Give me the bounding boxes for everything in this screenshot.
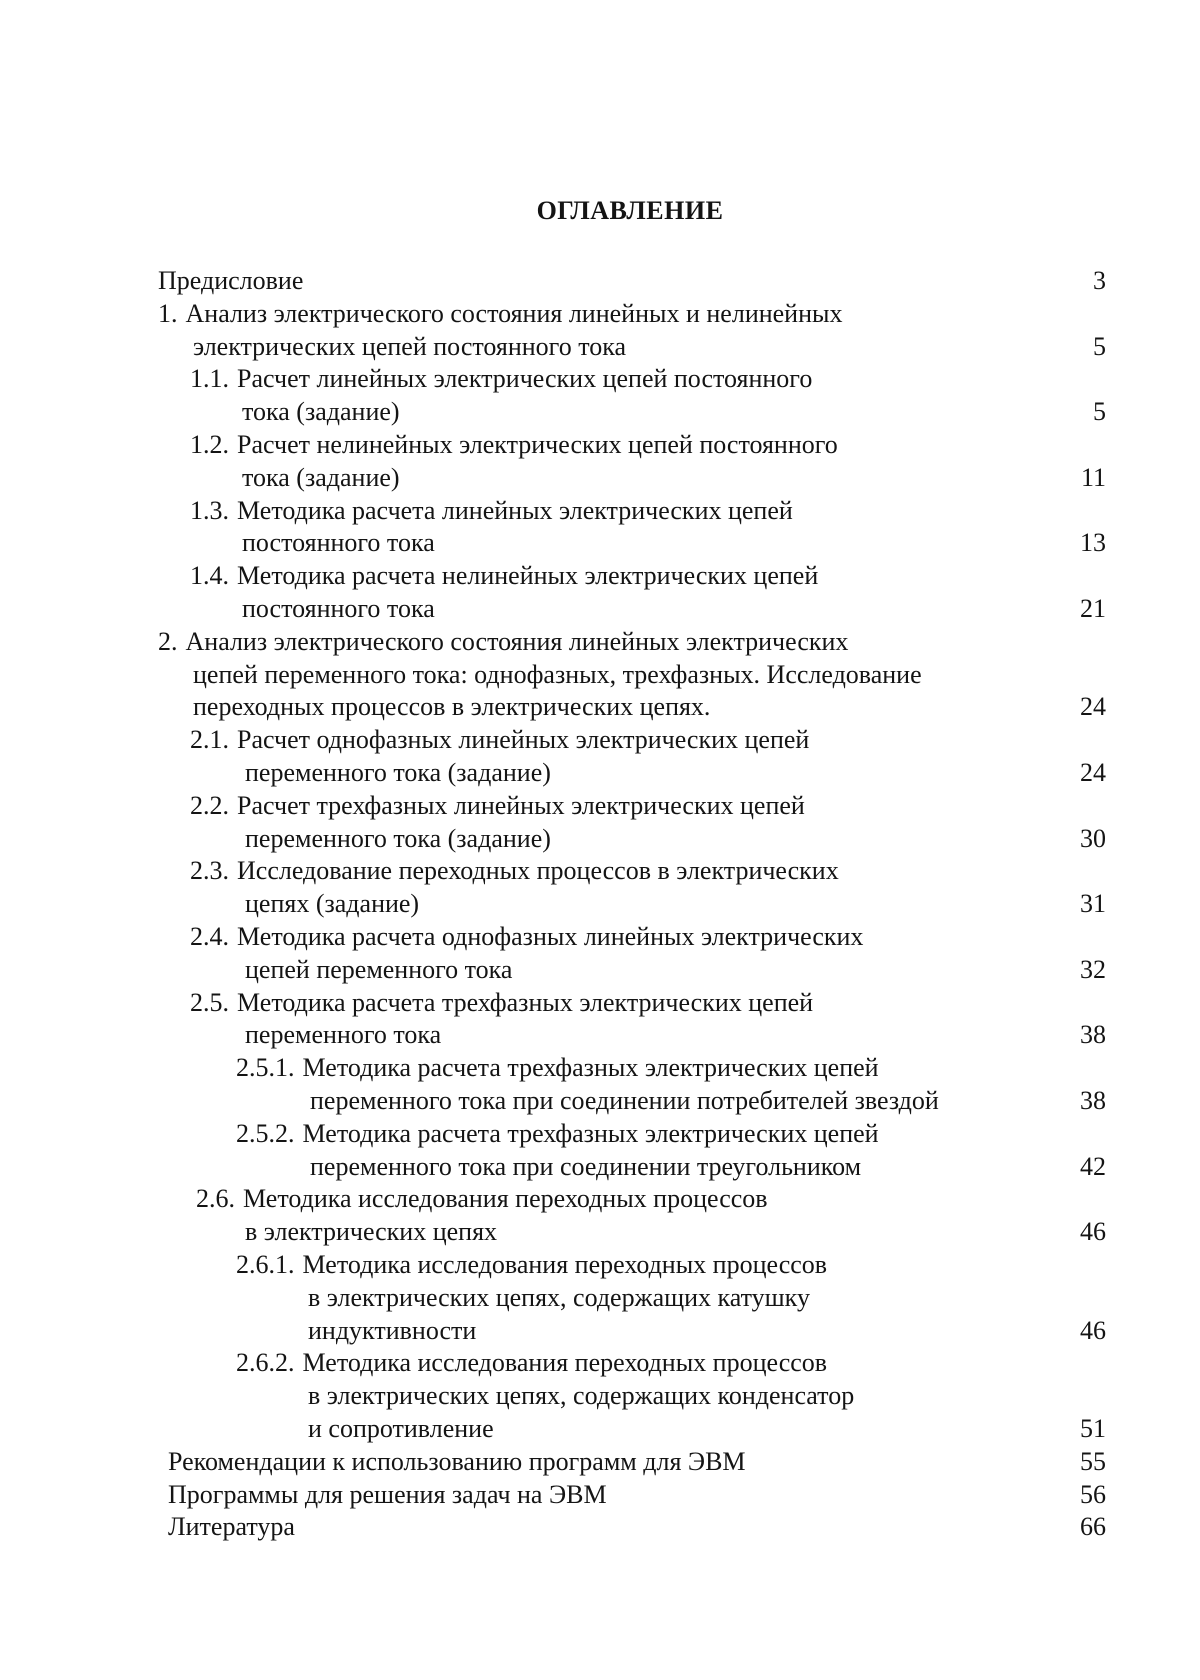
toc-entry-title <box>190 987 813 1020</box>
toc-entry-text: Анализ электрического состояния линейных и нелинейных <box>185 298 843 328</box>
toc-entry-title <box>236 1052 879 1085</box>
toc-entry-title <box>190 921 863 954</box>
toc-entry-title <box>168 1511 295 1544</box>
toc-entry-number: 2.6.1. <box>236 1250 295 1279</box>
toc-entry-text: Литература <box>168 1512 295 1542</box>
toc-entry-title <box>190 495 793 528</box>
toc-entry-title-continued: постоянного тока <box>242 593 435 623</box>
toc-entry-text: Исследование переходных процессов в электрических <box>237 856 839 886</box>
toc-entry-page: 24 <box>1080 692 1106 722</box>
toc-entry-title <box>190 855 839 888</box>
toc-entry-text: Методика расчета трехфазных электрических цепей <box>237 987 814 1017</box>
toc-entry-text: Программы для решения задач на ЭВМ <box>168 1479 607 1509</box>
toc-entry-title <box>190 429 838 462</box>
toc-entry-title-continued: тока (задание) <box>242 397 400 427</box>
toc-entry-title <box>236 1347 827 1380</box>
toc-entry-text: Анализ электрического состояния линейных электрических <box>185 626 849 656</box>
toc-entry-title-continued: индуктивности <box>308 1315 477 1345</box>
toc-entry-title <box>190 790 805 823</box>
toc-entry-number: 2. <box>158 626 178 656</box>
toc-entry-page: 38 <box>1080 1020 1106 1050</box>
toc-entry-number: 2.5. <box>190 987 229 1017</box>
toc-entry-page: 31 <box>1080 889 1106 919</box>
toc-entry-page: 3 <box>1093 266 1106 295</box>
toc-entry-page: 46 <box>1080 1315 1106 1345</box>
toc-entry-title <box>196 1183 768 1216</box>
toc-entry-title-continued: переменного тока <box>245 1020 442 1050</box>
toc-entry-number: 2.4. <box>190 922 229 951</box>
toc-entry-title-continued: и сопротивление <box>308 1413 494 1443</box>
toc-entry-title-continued: в электрических цепях <box>245 1217 498 1247</box>
toc-entry-number: 2.1. <box>190 725 229 755</box>
toc-entry-title <box>158 265 303 298</box>
table-of-contents <box>0 265 1200 1565</box>
toc-entry-page: 56 <box>1080 1479 1106 1509</box>
toc-entry-page: 11 <box>1080 462 1106 492</box>
toc-entry-text: Расчет линейных электрических цепей постоянного <box>237 364 813 394</box>
toc-entry-page: 42 <box>1080 1151 1106 1181</box>
toc-entry-page: 24 <box>1080 757 1106 787</box>
toc-entry-text: Расчет нелинейных электрических цепей постоянного <box>237 430 838 459</box>
toc-entry-title-continued: переменного тока (задание) <box>245 823 551 853</box>
toc-entry-text: Расчет однофазных линейных электрических цепей <box>237 725 810 755</box>
toc-entry-title <box>168 1446 746 1479</box>
toc-entry-title <box>168 1479 607 1512</box>
toc-entry-number: 2.5.1. <box>236 1053 295 1083</box>
toc-entry-page: 66 <box>1080 1512 1106 1542</box>
toc-entry-page: 5 <box>1093 397 1106 427</box>
toc-entry-title <box>190 363 812 396</box>
toc-entry-text: Расчет трехфазных линейных электрических цепей <box>237 790 805 820</box>
toc-entry-title-continued: переходных процессов в электрических цепях. <box>193 692 711 722</box>
toc-entry-number: 1.2. <box>190 430 229 459</box>
toc-entry-title <box>236 1249 827 1282</box>
toc-entry-page: 51 <box>1080 1413 1106 1443</box>
toc-entry-number: 1.3. <box>190 495 229 525</box>
toc-entry-page: 38 <box>1080 1085 1106 1115</box>
toc-entry-page: 55 <box>1080 1446 1106 1476</box>
toc-entry-text: Методика расчета трехфазных электрических цепей <box>302 1118 879 1148</box>
toc-entry-title-continued: электрических цепей постоянного тока <box>193 331 626 361</box>
toc-entry-title-continued: в электрических цепях, содержащих катушку <box>308 1282 810 1312</box>
toc-entry-title <box>190 724 809 757</box>
toc-entry-text: Методика расчета однофазных линейных электрических <box>237 922 864 951</box>
toc-entry-text: Рекомендации к использованию программ для ЭВМ <box>168 1446 746 1476</box>
toc-entry-page: 46 <box>1080 1217 1106 1247</box>
toc-entry-number: 1.1. <box>190 364 229 394</box>
toc-entry-title-continued: постоянного тока <box>242 528 435 558</box>
toc-entry-title-continued: переменного тока при соединении потребителей звездой <box>310 1085 939 1115</box>
toc-entry-page: 30 <box>1080 823 1106 853</box>
toc-entry-title-continued: цепей переменного тока: однофазных, трехфазных. Исследование <box>193 659 922 689</box>
toc-entry-title <box>236 1118 879 1151</box>
toc-entry-text: Методика исследования переходных процессов <box>243 1184 768 1214</box>
toc-entry-text: Методика исследования переходных процессов <box>302 1250 828 1279</box>
toc-entry-number: 2.2. <box>190 790 229 820</box>
toc-entry-page: 13 <box>1080 528 1106 558</box>
toc-entry-title <box>158 298 842 331</box>
toc-entry-number: 2.6. <box>196 1184 235 1214</box>
toc-entry-text: Методика расчета линейных электрических цепей <box>237 495 793 525</box>
toc-entry-title-continued: в электрических цепях, содержащих конденсатор <box>308 1381 855 1411</box>
toc-entry-title-continued: переменного тока (задание) <box>245 757 551 787</box>
toc-entry-title-continued: тока (задание) <box>242 462 400 492</box>
toc-entry-page: 5 <box>1093 331 1106 361</box>
toc-entry-text: Методика расчета нелинейных электрических цепей <box>237 561 819 591</box>
toc-entry-title <box>190 560 818 593</box>
toc-entry-page: 32 <box>1080 954 1106 984</box>
toc-entry-number: 1. <box>158 298 178 328</box>
toc-entry-number: 1.4. <box>190 561 229 591</box>
toc-entry-number: 2.5.2. <box>236 1118 295 1148</box>
toc-entry-title-continued: цепях (задание) <box>245 889 420 919</box>
toc-entry-text: Методика расчета трехфазных электрических цепей <box>302 1053 879 1083</box>
toc-entry-text: Предисловие <box>158 266 304 295</box>
page-title: ОГЛАВЛЕНИЕ <box>536 196 724 225</box>
toc-entry-title <box>158 626 848 659</box>
toc-entry-text: Методика исследования переходных процессов <box>302 1348 828 1378</box>
toc-entry-title-continued: цепей переменного тока <box>245 954 513 984</box>
toc-entry-title-continued: переменного тока при соединении треугольником <box>310 1151 862 1181</box>
toc-entry-number: 2.3. <box>190 856 229 886</box>
toc-entry-page: 21 <box>1080 593 1106 623</box>
toc-entry-number: 2.6.2. <box>236 1348 295 1378</box>
